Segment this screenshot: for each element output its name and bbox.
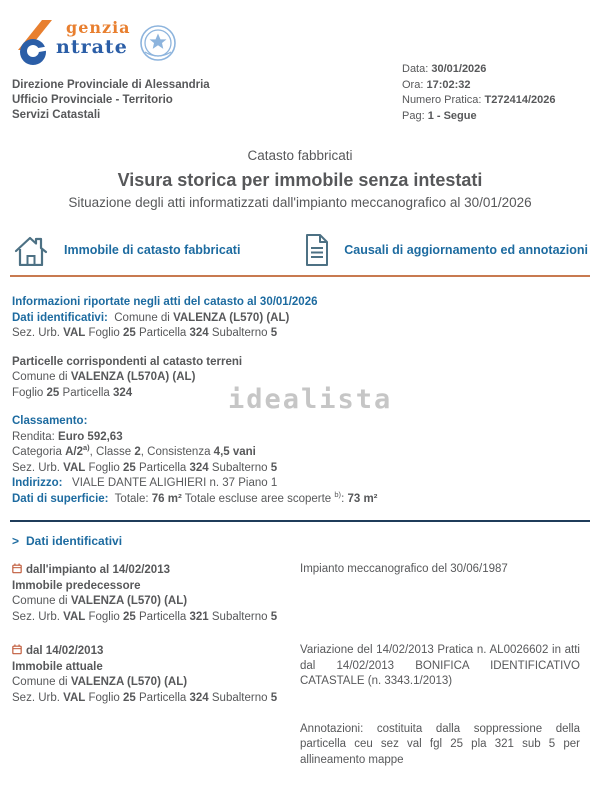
house-icon: [12, 234, 50, 266]
text-segment: 76 m²: [151, 492, 182, 505]
meta-value: 1 - Segue: [427, 109, 477, 122]
text-segment: Comune di: [107, 311, 174, 324]
section-header-classamento: Classamento:: [12, 415, 88, 428]
tab-label: Immobile di catasto fabbricati: [64, 243, 241, 258]
section-classamento: [12, 414, 580, 507]
title-subtitle: Situazione degli atti informatizzati dall'impianto meccanografico al 30/01/2026: [68, 195, 532, 211]
text-segment: Particella: [135, 610, 190, 623]
text-segment: 4,5 vani: [213, 446, 256, 459]
text-segment: 25: [123, 691, 136, 704]
title-block: [0, 148, 600, 212]
text-segment: Categoria: [12, 446, 66, 459]
text-segment: Foglio: [85, 461, 124, 474]
text-segment: Dati identificativi:: [12, 311, 108, 324]
period-line: [12, 643, 290, 660]
chevron-right-icon: >: [12, 534, 20, 549]
text-segment: Dati di superficie:: [12, 492, 109, 505]
entry-name: Immobile predecessore: [12, 579, 141, 592]
section-informazioni-atti: [12, 295, 580, 342]
title-kicker: Catasto fabbricati: [247, 148, 353, 163]
meta-time: [402, 78, 588, 94]
meta-label: Numero Pratica:: [402, 94, 485, 106]
entry-right-column: [300, 562, 580, 625]
text-segment: Totale escluse aree scoperte: [181, 492, 335, 505]
text-segment: VAL: [63, 327, 86, 340]
document-icon: [304, 234, 330, 266]
office-line: Ufficio Provinciale - Territorio: [12, 94, 173, 106]
logo-wordmark: [56, 20, 131, 57]
entry-name: Immobile attuale: [12, 660, 103, 673]
text-segment: Subalterno: [208, 691, 271, 704]
text-segment: Indirizzo:: [12, 477, 63, 490]
categoria-line: [12, 445, 580, 461]
section-divider: [10, 520, 590, 522]
period-label: dall'impianto al 14/02/2013: [26, 564, 170, 577]
idealista-watermark: idealista: [228, 384, 393, 415]
text-segment: Particella: [135, 461, 190, 474]
text-segment: Foglio: [85, 610, 124, 623]
tab-label: Causali di aggiornamento ed annotazioni: [344, 243, 588, 258]
comune-line: [12, 594, 290, 610]
text-segment: b): [334, 489, 342, 499]
section-head-label: Dati identificativi: [26, 534, 123, 549]
tab-causali-aggiornamento[interactable]: [304, 234, 588, 266]
superficie-line: [12, 489, 580, 508]
period-label: dal 14/02/2013: [26, 645, 104, 658]
text-segment: VALENZA (L570) (AL): [70, 676, 188, 689]
annotation-note: Annotazioni: costituita dalla soppressione della particella ceu sez val fgl 25 pla 321 sub 5 per allineamento mappe: [300, 722, 580, 766]
sezione-urbana-line: [12, 610, 290, 626]
text-segment: 5: [270, 327, 278, 340]
text-segment: Particella: [59, 386, 114, 399]
text-segment: Particella: [135, 691, 190, 704]
dati-identificativi-line: [12, 311, 580, 327]
text-segment: , Consistenza: [140, 446, 214, 459]
text-segment: 2: [134, 446, 141, 459]
text-segment: 5: [270, 691, 278, 704]
brand-column: [12, 20, 210, 124]
meta-practice-number: [402, 93, 588, 109]
section-header-informazioni: Informazioni riportate negli atti del catasto al 30/01/2026: [12, 296, 318, 309]
text-segment: 25: [123, 461, 136, 474]
meta-value: T272414/2026: [484, 94, 556, 106]
sezione-urbana-line: [12, 461, 580, 477]
calendar-icon: [12, 644, 22, 655]
text-segment: Comune di: [12, 676, 71, 689]
variation-note: Impianto meccanografico del 30/06/1987: [300, 563, 508, 576]
text-segment: VAL: [63, 691, 86, 704]
text-segment: , Classe: [89, 446, 135, 459]
history-entry-predecessore: [12, 562, 580, 625]
text-segment: Comune di: [12, 595, 71, 608]
meta-value: 17:02:32: [426, 78, 471, 91]
office-line: Servizi Catastali: [12, 109, 101, 121]
text-segment: 73 m²: [347, 492, 378, 505]
agenzia-entrate-logo: [12, 20, 210, 70]
text-segment: Foglio: [12, 386, 47, 399]
text-segment: Subalterno: [208, 461, 271, 474]
text-segment: Euro 592,63: [58, 430, 123, 443]
office-line: Direzione Provinciale di Alessandria: [12, 79, 210, 91]
variation-note: Variazione del 14/02/2013 Pratica n. AL0026602 in atti dal 14/02/2013 BONIFICA IDENTIFICATIVO CATASTALE (n. 3343.1/2013): [300, 644, 580, 688]
tab-immobile-catasto-fabbricati[interactable]: [12, 234, 240, 266]
history-entry-attuale: [12, 643, 580, 768]
text-segment: Totale:: [108, 492, 152, 505]
text-segment: 321: [189, 610, 209, 623]
text-segment: 25: [123, 610, 136, 623]
text-segment: VALENZA (L570A) (AL): [70, 371, 196, 384]
text-segment: VIALE DANTE ALIGHIERI n. 37 Piano 1: [62, 477, 278, 490]
text-segment: 324: [189, 461, 209, 474]
text-segment: Subalterno: [208, 610, 271, 623]
text-segment: 324: [189, 691, 209, 704]
text-segment: 324: [113, 386, 133, 399]
meta-value: 30/01/2026: [431, 63, 487, 75]
page-title: Visura storica per immobile senza intestati: [117, 169, 483, 190]
comune-line: [12, 675, 290, 691]
sezione-urbana-line: [12, 691, 290, 707]
text-segment: 5: [270, 610, 278, 623]
section-header-particelle: Particelle corrispondenti al catasto terreni: [12, 355, 243, 368]
text-segment: Particella: [135, 327, 190, 340]
document-meta-block: [402, 62, 588, 124]
period-line: [12, 562, 290, 579]
text-segment: VALENZA (L570) (AL): [173, 311, 290, 324]
text-segment: 324: [189, 327, 209, 340]
meta-label: Data:: [402, 63, 432, 75]
text-segment: 25: [46, 386, 60, 399]
agenzia-entrate-e-icon: [12, 20, 54, 68]
entry-left-column: [12, 643, 290, 768]
text-segment: A/2: [65, 446, 83, 459]
indirizzo-line: [12, 476, 580, 492]
entry-left-column: [12, 562, 290, 625]
section-head-dati-identificativi: [12, 534, 600, 548]
text-segment: Comune di: [12, 371, 71, 384]
page-header: [0, 0, 600, 124]
text-segment: Sez. Urb.: [12, 691, 64, 704]
office-address-block: [12, 78, 210, 123]
text-segment: Sez. Urb.: [12, 327, 64, 340]
tab-bar: [10, 234, 590, 277]
logo-word-bottom: ntrate: [56, 36, 128, 58]
text-segment: 5: [270, 461, 278, 474]
text-segment: VAL: [63, 610, 86, 623]
text-segment: Sez. Urb.: [12, 610, 64, 623]
meta-label: Ora:: [402, 78, 427, 91]
text-segment: Sez. Urb.: [12, 461, 64, 474]
text-segment: Foglio: [85, 327, 124, 340]
text-segment: Rendita:: [12, 430, 59, 443]
text-segment: VALENZA (L570) (AL): [70, 595, 188, 608]
text-segment: Foglio: [85, 691, 124, 704]
rendita-line: [12, 430, 580, 446]
calendar-icon: [12, 563, 22, 574]
entry-right-column: [300, 643, 580, 768]
text-segment: VAL: [63, 461, 86, 474]
meta-label: Pag:: [402, 109, 428, 122]
italy-emblem-icon: [137, 22, 179, 64]
meta-page: [402, 109, 588, 125]
text-segment: 25: [123, 327, 136, 340]
logo-word-top: genzia: [66, 18, 131, 37]
history-section: [0, 548, 600, 768]
text-segment: a): [82, 443, 90, 453]
text-segment: Subalterno: [208, 327, 271, 340]
text-segment: :: [341, 492, 348, 505]
meta-date: [402, 62, 588, 78]
sezione-urbana-line: [12, 326, 580, 342]
